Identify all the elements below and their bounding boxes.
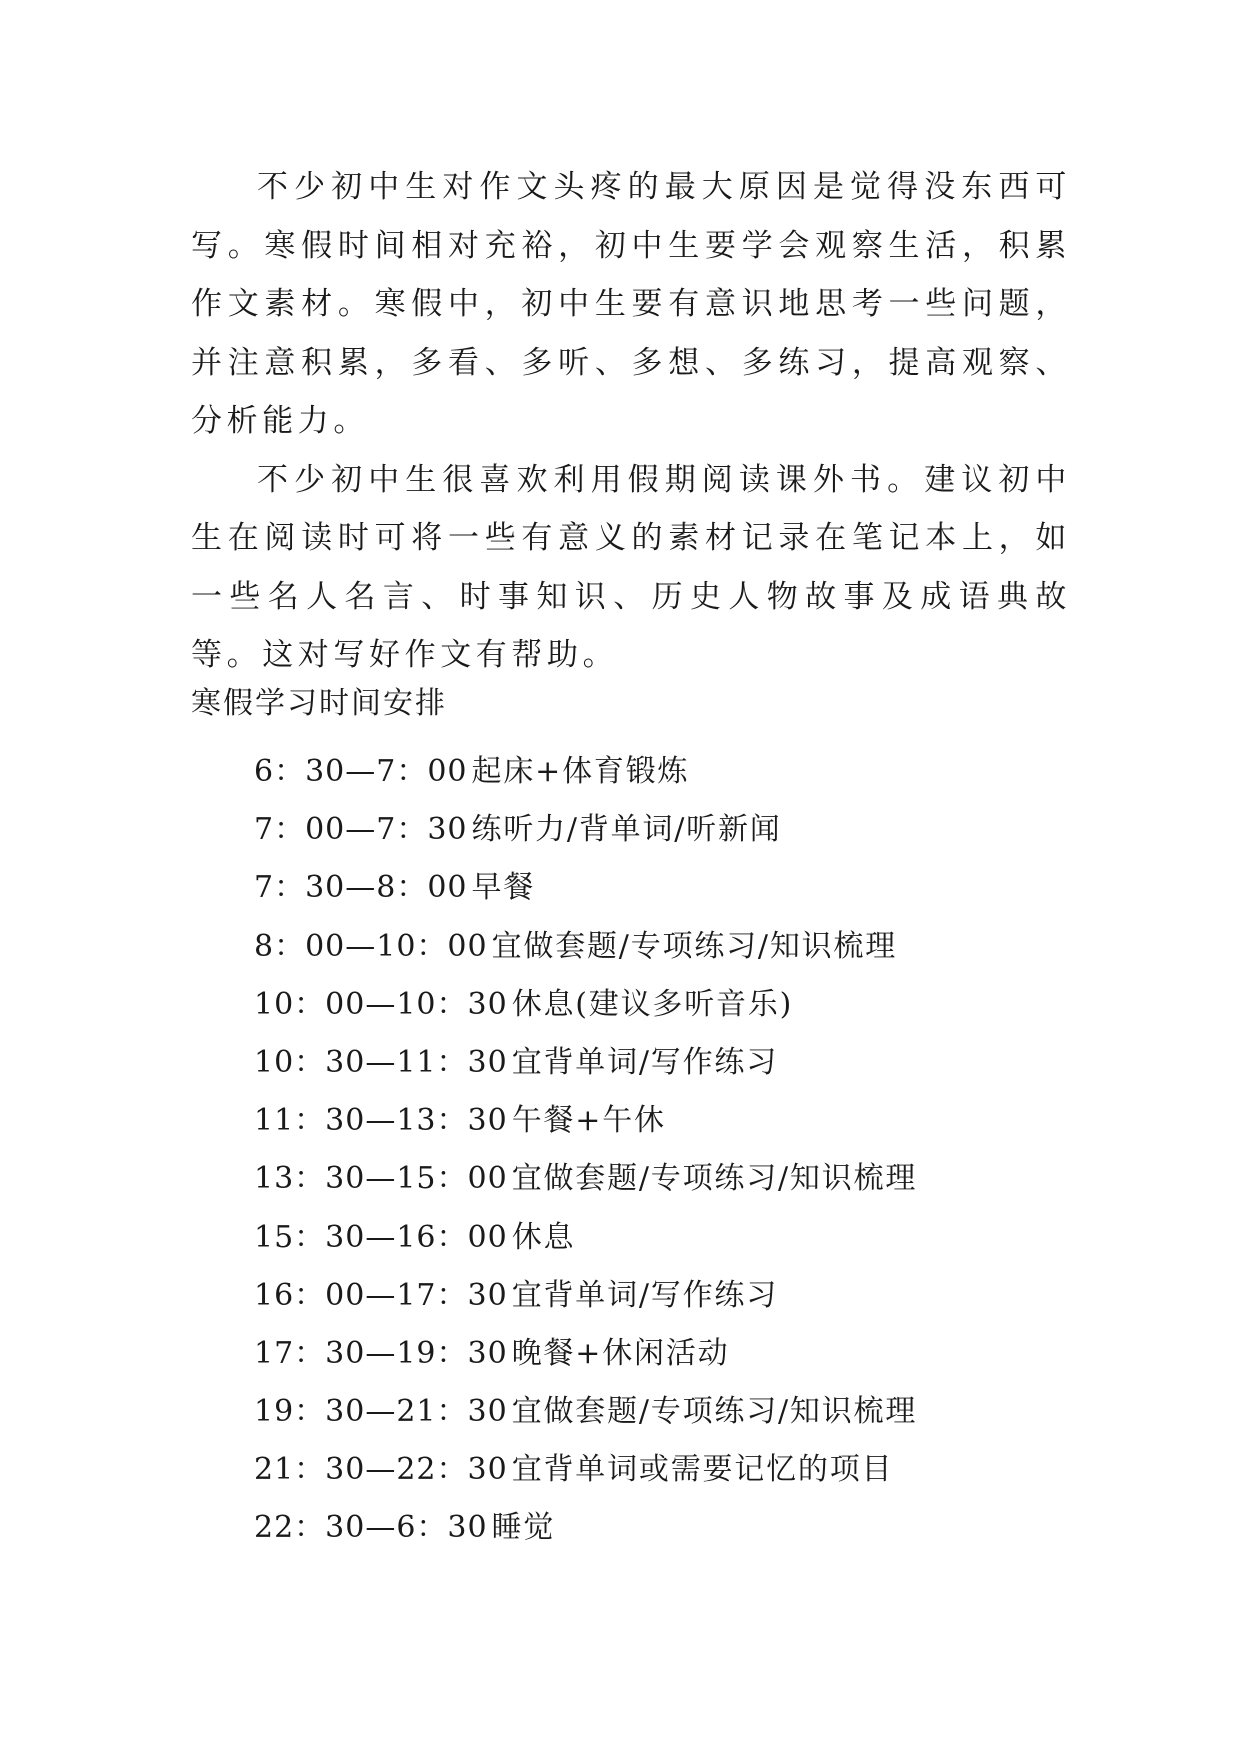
schedule-item: [254, 976, 917, 1034]
schedule-activity: 宜背单词/写作练习: [511, 1277, 779, 1313]
schedule-item: [254, 1499, 917, 1557]
schedule-time: 13：30—15：00: [254, 1161, 508, 1197]
schedule-activity: 午餐+午休: [511, 1103, 666, 1139]
schedule-time: 8：00—10：00: [254, 928, 488, 964]
schedule-item: [254, 918, 917, 976]
schedule-time: 6：30—7：00: [254, 754, 468, 789]
schedule-time: 22：30—6：30: [254, 1510, 488, 1546]
schedule-time: 17：30—19：30: [254, 1335, 508, 1371]
schedule-activity: 休息: [511, 1219, 576, 1255]
schedule-activity: 起床+体育锻炼: [471, 754, 690, 789]
schedule-activity: 练听力/背单词/听新闻: [471, 812, 782, 848]
schedule-title: 寒假学习时间安排: [191, 686, 447, 721]
schedule-time: 10：30—11：30: [254, 1044, 508, 1080]
schedule-item: [254, 743, 917, 801]
schedule-item: [254, 1383, 917, 1441]
schedule-time: 15：30—16：00: [254, 1219, 508, 1255]
schedule-list: [254, 743, 917, 1558]
body-text: [191, 158, 1071, 685]
schedule-activity: 晚餐+休闲活动: [511, 1335, 730, 1371]
schedule-time: 10：00—10：30: [254, 986, 508, 1022]
schedule-item: [254, 801, 917, 859]
schedule-time: 16：00—17：30: [254, 1277, 508, 1313]
schedule-item: [254, 1209, 917, 1267]
schedule-activity: 睡觉: [491, 1510, 556, 1546]
schedule-item: [254, 1267, 917, 1325]
schedule-activity: 休息(建议多听音乐): [511, 986, 794, 1022]
schedule-item: [254, 1150, 917, 1208]
schedule-item: [254, 1092, 917, 1150]
schedule-time: 11：30—13：30: [254, 1103, 508, 1139]
schedule-activity: 宜背单词或需要记忆的项目: [511, 1452, 894, 1488]
schedule-activity: 宜背单词/写作练习: [511, 1044, 779, 1080]
schedule-item: [254, 1034, 917, 1092]
schedule-time: 19：30—21：30: [254, 1394, 508, 1430]
schedule-activity: 早餐: [471, 870, 536, 906]
schedule-time: 7：30—8：00: [254, 870, 468, 906]
paragraph-reading: 不少初中生很喜欢利用假期阅读课外书。建议初中生在阅读时可将一些有意义的素材记录在笔记本上，如一些名人名言、时事知识、历史人物故事及成语典故等。这对写好作文有帮助。: [191, 461, 1071, 673]
schedule-activity: 宜做套题/专项练习/知识梳理: [491, 928, 898, 964]
paragraph-observation: 不少初中生对作文头疼的最大原因是觉得没东西可写。寒假时间相对充裕，初中生要学会观察生活，积累作文素材。寒假中，初中生要有意识地思考一些问题，并注意积累，多看、多听、多想、多练习，提高观察、分析能力。: [191, 169, 1071, 439]
schedule-time: 21：30—22：30: [254, 1452, 508, 1488]
schedule-item: [254, 1325, 917, 1383]
schedule-activity: 宜做套题/专项练习/知识梳理: [511, 1161, 918, 1197]
schedule-item: [254, 1441, 917, 1499]
schedule-time: 7：00—7：30: [254, 812, 468, 848]
schedule-activity: 宜做套题/专项练习/知识梳理: [511, 1394, 918, 1430]
schedule-item: [254, 859, 917, 917]
